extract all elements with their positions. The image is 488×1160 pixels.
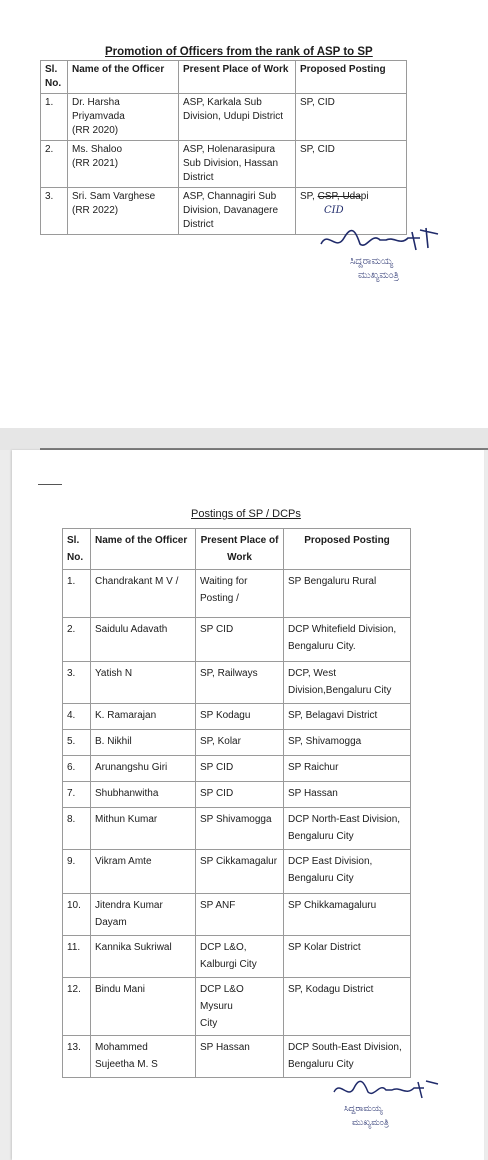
cell-name	[68, 188, 179, 235]
cell-line: DCP, West	[288, 668, 336, 679]
cell-line: DCP L&O Mysuru	[200, 984, 244, 1012]
cell-present	[196, 850, 284, 894]
cell-name	[91, 730, 196, 756]
cell-sl: 1.	[41, 94, 68, 141]
cell-line: Yatish N	[95, 668, 133, 679]
cell-line: Mohammed	[95, 1042, 148, 1053]
cell-line: Priyamvada	[72, 111, 125, 122]
postings-table	[62, 528, 411, 1078]
cell-line: Bengaluru City.	[288, 641, 356, 652]
cell-line: Dayam	[95, 917, 127, 928]
cell-sl: 6.	[63, 756, 91, 782]
cell-proposed	[284, 894, 411, 936]
cell-sl: 1.	[63, 570, 91, 618]
cell-line: ASP, Holenarasipura	[183, 144, 276, 155]
cell-line: Division,Bengaluru City	[288, 685, 392, 696]
cell-line: SP Hassan	[288, 788, 338, 799]
cell-line: SP CID	[200, 762, 234, 773]
cell-proposed	[284, 570, 411, 618]
signatory-designation: ಮುಖ್ಯಮಂತ್ರಿ	[352, 1118, 389, 1128]
cell-line: Bindu Mani	[95, 984, 146, 995]
cell-proposed	[284, 704, 411, 730]
proposed-prefix: SP,	[300, 191, 318, 202]
cell-present	[196, 1036, 284, 1078]
header-proposed: Proposed Posting	[296, 61, 407, 94]
cell-sl: 3.	[41, 188, 68, 235]
cell-line: DCP East Division,	[288, 856, 373, 867]
handwritten-correction: CID	[324, 205, 344, 216]
table-row	[63, 618, 411, 662]
table-row	[63, 850, 411, 894]
signatory-name: ಸಿದ್ದರಾಮಯ್ಯ	[344, 1104, 383, 1114]
cell-line: Bengaluru City	[288, 873, 354, 884]
cell-line: (RR 2022)	[72, 205, 119, 216]
cell-present	[196, 756, 284, 782]
cell-line: Saidulu Adavath	[95, 624, 168, 635]
cell-line: SP Chikkamagaluru	[288, 900, 377, 911]
cell-proposed	[284, 730, 411, 756]
cell-line: SP Hassan	[200, 1042, 250, 1053]
cell-sl: 10.	[63, 894, 91, 936]
cell-present	[196, 730, 284, 756]
cell-sl: 11.	[63, 936, 91, 978]
cell-present	[179, 141, 296, 188]
cell-sl: 12.	[63, 978, 91, 1036]
table-row	[63, 662, 411, 704]
cell-proposed	[284, 850, 411, 894]
cell-line: K. Ramarajan	[95, 710, 157, 721]
cell-name	[91, 850, 196, 894]
cell-name	[91, 782, 196, 808]
cell-present	[196, 704, 284, 730]
cell-line: SP Raichur	[288, 762, 339, 773]
cell-sl: 2.	[41, 141, 68, 188]
cell-line: Kannika Sukriwal	[95, 942, 172, 953]
cell-proposed	[284, 618, 411, 662]
cell-proposed: SP, CID	[296, 94, 407, 141]
cell-sl: 5.	[63, 730, 91, 756]
table-header-row	[63, 529, 411, 570]
cell-line: SP, Kodagu District	[288, 984, 374, 995]
cell-name	[91, 894, 196, 936]
cell-name	[91, 618, 196, 662]
cell-name	[91, 1036, 196, 1078]
header-present: Present Place of Work	[196, 529, 284, 570]
cell-line: SP, Shivamogga	[288, 736, 362, 747]
cell-sl: 3.	[63, 662, 91, 704]
cell-sl: 4.	[63, 704, 91, 730]
cell-line: SP, Railways	[200, 668, 258, 679]
cell-proposed	[284, 936, 411, 978]
cell-name	[91, 808, 196, 850]
table-row	[41, 94, 407, 141]
table-row	[63, 704, 411, 730]
cell-line: Waiting for	[200, 576, 248, 587]
header-name: Name of the Officer	[91, 529, 196, 570]
cell-line: Division, Davanagere	[183, 205, 279, 216]
cell-present	[196, 978, 284, 1036]
table-row	[63, 894, 411, 936]
cell-line: SP Shivamogga	[200, 814, 272, 825]
page-margin-mark	[38, 484, 62, 485]
cell-line: (RR 2020)	[72, 125, 119, 136]
page-gap	[0, 428, 488, 450]
cell-line: Division, Udupi District	[183, 111, 284, 122]
cell-line: Sub Division, Hassan	[183, 158, 279, 169]
cell-line: B. Nikhil	[95, 736, 132, 747]
table-row	[63, 936, 411, 978]
table-row	[63, 730, 411, 756]
cell-line: Kalburgi City	[200, 959, 257, 970]
promotion-table	[40, 60, 407, 235]
cell-sl: 13.	[63, 1036, 91, 1078]
header-name: Name of the Officer	[68, 61, 179, 94]
cell-line: SP, Kolar	[200, 736, 241, 747]
cell-proposed	[284, 782, 411, 808]
cell-line: Arunangshu Giri	[95, 762, 168, 773]
cell-line: District	[183, 172, 214, 183]
table-row	[63, 756, 411, 782]
table-row	[63, 782, 411, 808]
proposed-suffix: pi	[360, 191, 369, 202]
cell-line: Bengaluru City	[288, 831, 354, 842]
cell-line: City	[200, 1018, 218, 1029]
cell-line: DCP Whitefield Division,	[288, 624, 397, 635]
cell-present	[196, 782, 284, 808]
cell-present	[179, 188, 296, 235]
cell-sl: 9.	[63, 850, 91, 894]
cell-line: DCP North-East Division,	[288, 814, 401, 825]
cell-proposed	[284, 1036, 411, 1078]
cell-line: ASP, Channagiri Sub	[183, 191, 277, 202]
cell-line: Sujeetha M. S	[95, 1059, 158, 1070]
signatory-name: ಸಿದ್ದರಾಮಯ್ಯ	[350, 256, 394, 267]
cell-line: Chandrakant M V /	[95, 576, 179, 587]
cell-line: Vikram Amte	[95, 856, 152, 867]
header-sl: Sl. No.	[63, 529, 91, 570]
cell-line: District	[183, 219, 214, 230]
cell-present	[196, 936, 284, 978]
cell-proposed	[284, 756, 411, 782]
cell-line: Sri. Sam Varghese	[72, 191, 156, 202]
cell-line: Posting /	[200, 593, 239, 604]
table-row	[41, 141, 407, 188]
cell-present	[196, 808, 284, 850]
table-row	[63, 978, 411, 1036]
cell-line: Shubhanwitha	[95, 788, 159, 799]
cell-line: DCP L&O,	[200, 942, 247, 953]
cell-name	[68, 141, 179, 188]
cell-name	[91, 570, 196, 618]
cell-name	[68, 94, 179, 141]
cell-line: (RR 2021)	[72, 158, 119, 169]
cell-present	[179, 94, 296, 141]
cell-proposed	[284, 978, 411, 1036]
cell-line: Jitendra Kumar	[95, 900, 163, 911]
cell-line: ASP, Karkala Sub	[183, 97, 262, 108]
header-sl: Sl. No.	[41, 61, 68, 94]
cell-name	[91, 936, 196, 978]
cell-line: Dr. Harsha	[72, 97, 120, 108]
cell-line: Ms. Shaloo	[72, 144, 123, 155]
header-proposed: Proposed Posting	[284, 529, 411, 570]
cell-line: SP Kolar District	[288, 942, 361, 953]
page-title-promotion: Promotion of Officers from the rank of ASP to SP	[105, 46, 373, 58]
cell-line: SP Cikkamagalur	[200, 856, 278, 867]
table-row	[63, 808, 411, 850]
cell-sl: 8.	[63, 808, 91, 850]
cell-name	[91, 756, 196, 782]
cell-sl: 2.	[63, 618, 91, 662]
table-row	[63, 570, 411, 618]
cell-proposed: SP, CID	[296, 141, 407, 188]
struck-text: CSP, Uda	[317, 191, 361, 202]
cell-line: SP CID	[200, 788, 234, 799]
cell-line: SP, Belagavi District	[288, 710, 378, 721]
signature-page-2	[330, 1078, 440, 1102]
cell-line: SP CID	[200, 624, 234, 635]
cell-name	[91, 704, 196, 730]
header-present: Present Place of Work	[179, 61, 296, 94]
document-page-1	[0, 0, 488, 428]
cell-line: SP Bengaluru Rural	[288, 576, 377, 587]
signature-page-1	[316, 226, 446, 256]
cell-name	[91, 978, 196, 1036]
table-row	[63, 1036, 411, 1078]
cell-proposed	[284, 808, 411, 850]
cell-proposed	[284, 662, 411, 704]
cell-present	[196, 894, 284, 936]
cell-name	[91, 662, 196, 704]
table-header-row	[41, 61, 407, 94]
cell-present	[196, 618, 284, 662]
cell-present	[196, 570, 284, 618]
cell-line: SP ANF	[200, 900, 236, 911]
cell-line: SP Kodagu	[200, 710, 251, 721]
cell-line: Bengaluru City	[288, 1059, 354, 1070]
page-title-postings: Postings of SP / DCPs	[191, 508, 301, 520]
signatory-designation: ಮುಖ್ಯಮಂತ್ರಿ	[358, 270, 400, 281]
cell-line: DCP South-East Division,	[288, 1042, 402, 1053]
cell-present	[196, 662, 284, 704]
cell-line: Mithun Kumar	[95, 814, 158, 825]
cell-sl: 7.	[63, 782, 91, 808]
